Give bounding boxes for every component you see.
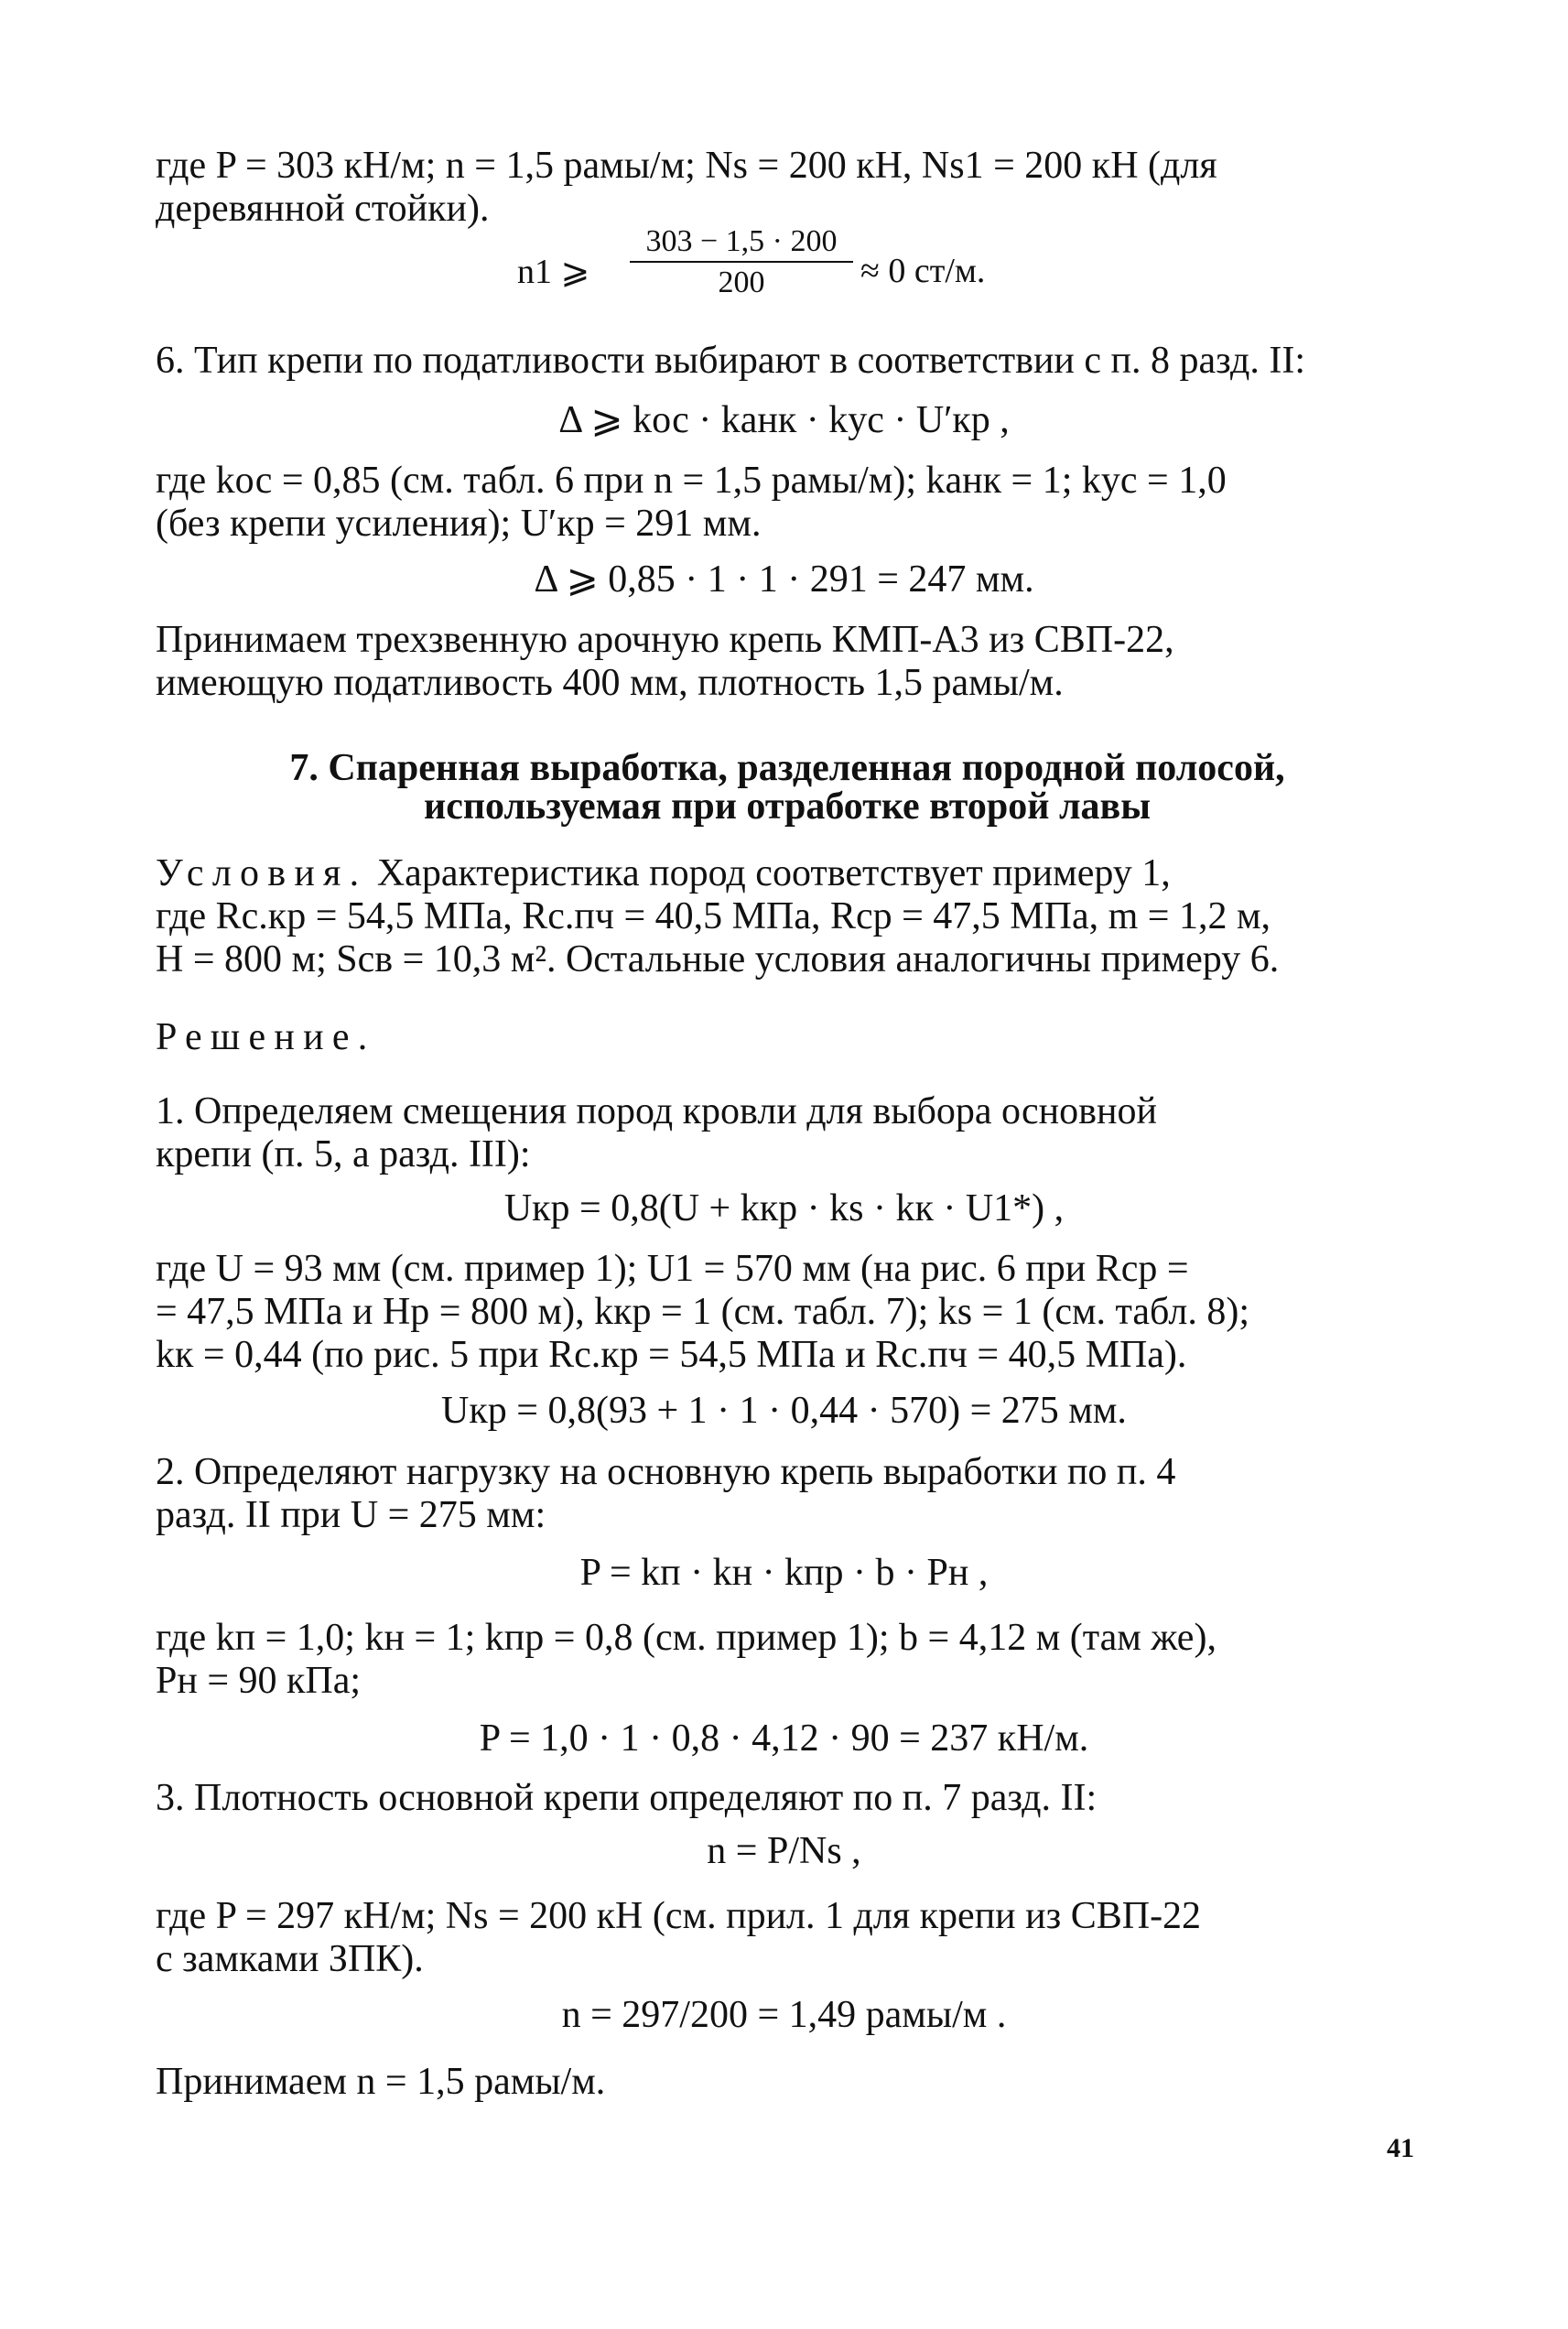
text-line xyxy=(156,854,1419,893)
text-line: 2. Определяют нагрузку на основную крепь выработки по п. 4 xyxy=(156,1451,1176,1493)
text-line: имеющую податливость 400 мм, плотность 1,5 рамы/м. xyxy=(156,662,1064,704)
fraction-numerator: 303 − 1,5 · 200 xyxy=(645,224,838,258)
text-line: где kос = 0,85 (см. табл. 6 при n = 1,5 рамы/м); kанк = 1; kус = 1,0 xyxy=(156,460,1227,502)
label-conditions: Условия. xyxy=(156,852,368,894)
eq-right: ≈ 0 ст/м. xyxy=(860,252,986,290)
text-line: где P = 297 кН/м; Ns = 200 кН (см. прил. 1 для крепи из СВП-22 xyxy=(156,1895,1202,1937)
text-line: H = 800 м; Sсв = 10,3 м². Остальные условия аналогичны примеру 6. xyxy=(156,938,1280,980)
text-line: (без крепи усиления); U′кр = 291 мм. xyxy=(156,503,762,545)
text-line: 3. Плотность основной крепи определяют по п. 7 разд. II: xyxy=(156,1777,1098,1819)
text-line: = 47,5 МПа и Hр = 800 м), kкр = 1 (см. табл. 7); ks = 1 (см. табл. 8); xyxy=(156,1291,1249,1333)
fraction-bar xyxy=(630,261,853,263)
section-heading: 7. Спаренная выработка, разделенная породной полосой, xyxy=(289,747,1285,789)
equation: Δ ⩾ kос · kанк · kус · U′кр , xyxy=(558,399,1010,441)
text-line: kк = 0,44 (по рис. 5 при Rс.кр = 54,5 МПа и Rс.пч = 40,5 МПа). xyxy=(156,1334,1187,1376)
equation: n = P/Ns , xyxy=(707,1830,861,1872)
text-line: где P = 303 кН/м; n = 1,5 рамы/м; Ns = 200 кН, Ns1 = 200 кН (для xyxy=(156,145,1217,187)
text-line: крепи (п. 5, а разд. III): xyxy=(156,1133,531,1175)
equation: P = 1,0 · 1 · 0,8 · 4,12 · 90 = 237 кН/м. xyxy=(479,1717,1089,1760)
text-line: где U = 93 мм (см. пример 1); U1 = 570 мм (на рис. 6 при Rср = xyxy=(156,1248,1189,1290)
equation: P = kп · kн · kпр · b · Pн , xyxy=(579,1552,989,1594)
text-line: Принимаем n = 1,5 рамы/м. xyxy=(156,2061,606,2103)
eq-left: n1 ⩾ xyxy=(517,253,590,291)
text-line: деревянной стойки). xyxy=(156,188,490,230)
section-heading: используемая при отработке второй лавы xyxy=(424,785,1151,828)
text-line: где kп = 1,0; kн = 1; kпр = 0,8 (см. пример 1); b = 4,12 м (там же), xyxy=(156,1617,1217,1659)
equation: n = 297/200 = 1,49 рамы/м . xyxy=(561,1994,1007,2036)
fraction-denominator: 200 xyxy=(718,265,765,299)
equation: Uкр = 0,8(93 + 1 · 1 · 0,44 · 570) = 275 мм. xyxy=(441,1390,1127,1432)
page-number: 41 xyxy=(1387,2133,1414,2163)
text-line: 1. Определяем смещения пород кровли для выбора основной xyxy=(156,1090,1157,1132)
text-line: 6. Тип крепи по податливости выбирают в соответствии с п. 8 разд. II: xyxy=(156,340,1306,382)
text-line: Pн = 90 кПа; xyxy=(156,1660,362,1702)
text-span: Характеристика пород соответствует примеру 1, xyxy=(367,852,1171,894)
text-line: разд. II при U = 275 мм: xyxy=(156,1494,546,1536)
equation: Uкр = 0,8(U + kкр · ks · kк · U1*) , xyxy=(503,1187,1065,1229)
text-line: где Rс.кр = 54,5 МПа, Rс.пч = 40,5 МПа, Rср = 47,5 МПа, m = 1,2 м, xyxy=(156,895,1271,937)
text-line: Принимаем трехзвенную арочную крепь КМП-А3 из СВП-22, xyxy=(156,619,1174,661)
equation: Δ ⩾ 0,85 · 1 · 1 · 291 = 247 мм. xyxy=(534,558,1034,601)
label-solution: Решение. xyxy=(156,1016,376,1058)
text-line: с замками ЗПК). xyxy=(156,1938,424,1980)
